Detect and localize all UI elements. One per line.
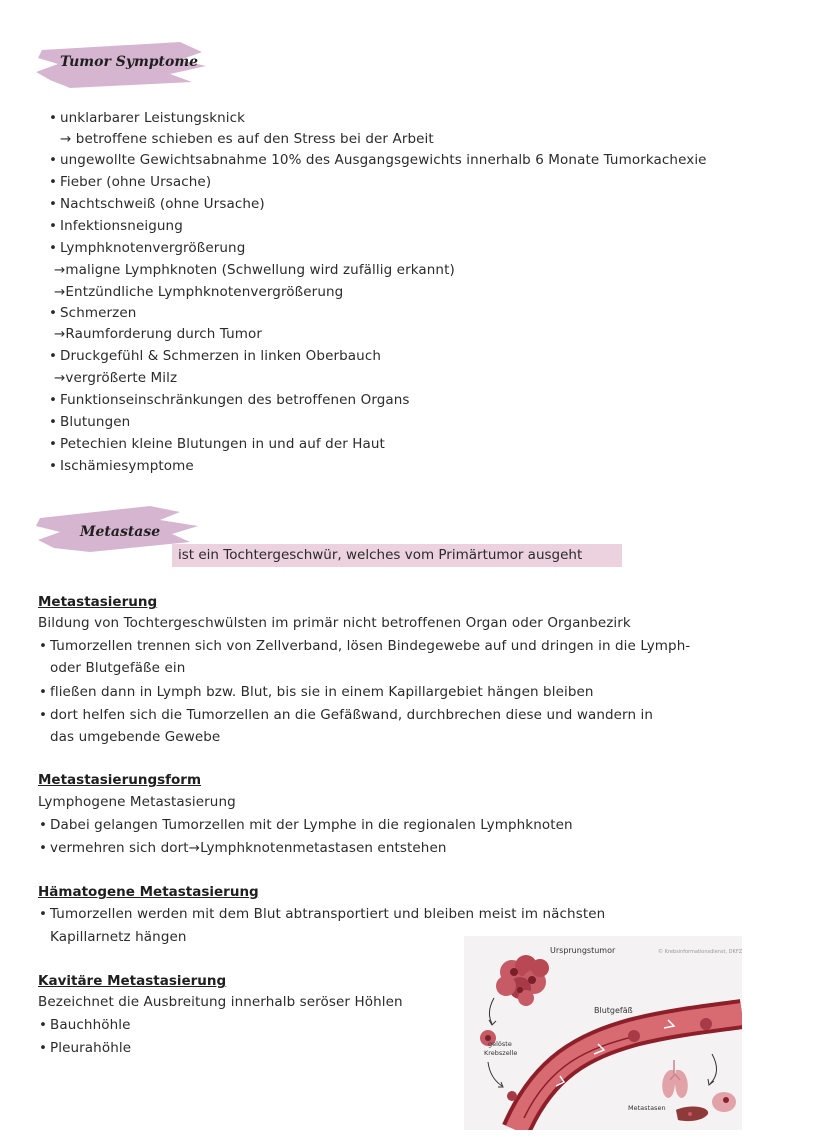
list-item: • fließen dann in Lymph bzw. Blut, bis sie in einem Kapillargebiet hängen bleiben <box>50 684 594 700</box>
list-item: • Dabei gelangen Tumorzellen mit der Lymphe in die regionalen Lymphknoten <box>50 817 573 833</box>
metastasis-illustration <box>464 936 742 1130</box>
list-subitem: →maligne Lymphknoten (Schwellung wird zufällig erkannt) <box>54 262 455 278</box>
list-item-continuation: Kapillarnetz hängen <box>50 929 187 945</box>
heading-haematogene-metastasierung: Hämatogene Metastasierung <box>38 884 259 900</box>
brain-icon <box>712 1092 736 1112</box>
heading-metastasierung: Metastasierung <box>38 594 158 610</box>
list-item: • Nachtschweiß (ohne Ursache) <box>60 196 265 212</box>
liver-icon <box>676 1107 708 1122</box>
heading-kavitaere-metastasierung: Kavitäre Metastasierung <box>38 973 227 989</box>
heading-metastasierungsform: Metastasierungsform <box>38 772 202 788</box>
list-item: • unklarbarer Leistungsknick <box>60 110 245 126</box>
section-title-tumor-symptome: Tumor Symptome <box>60 54 199 70</box>
figure-metastasen-label: Metastasen <box>628 1104 666 1112</box>
list-item: • dort helfen sich die Tumorzellen an die Gefäßwand, durchbrechen diese und wandern in <box>50 707 653 723</box>
paragraph-line: Lymphogene Metastasierung <box>38 794 236 810</box>
list-item: • Infektionsneigung <box>60 218 183 234</box>
list-item: • Lymphknotenvergrößerung <box>60 240 245 256</box>
list-item: • Ischämiesymptome <box>60 458 194 474</box>
list-item-continuation: das umgebende Gewebe <box>50 729 221 745</box>
list-item: • Schmerzen <box>60 305 136 321</box>
list-item: • Petechien kleine Blutungen in und auf der Haut <box>60 436 385 452</box>
list-item: • Funktionseinschränkungen des betroffenen Organs <box>60 392 410 408</box>
tumor-cluster-icon <box>496 955 549 1006</box>
figure-vessel-label: Blutgefäß <box>594 1006 633 1015</box>
list-subitem: → betroffene schieben es auf den Stress bei der Arbeit <box>60 131 434 147</box>
list-item: • Pleurahöhle <box>50 1040 131 1056</box>
figure-cell-label: gelöste <box>488 1040 512 1048</box>
list-item: • Tumorzellen werden mit dem Blut abtransportiert und bleiben meist im nächsten <box>50 906 605 922</box>
list-item: • Tumorzellen trennen sich von Zellverband, lösen Bindegewebe auf und dringen in die Lymph- <box>50 638 690 654</box>
paragraph-line: Bildung von Tochtergeschwülsten im primär nicht betroffenen Organ oder Organbezirk <box>38 615 631 631</box>
definition-text: ist ein Tochtergeschwür, welches vom Primärtumor ausgeht <box>178 547 583 563</box>
list-subitem: →vergrößerte Milz <box>54 370 178 386</box>
list-item: • Blutungen <box>60 414 130 430</box>
list-item: • Fieber (ohne Ursache) <box>60 174 211 190</box>
figure-title: Ursprungstumor <box>550 946 616 955</box>
figure-credit: © Krebsinformationsdienst, DKFZ <box>658 949 743 955</box>
list-subitem: →Raumforderung durch Tumor <box>54 326 263 342</box>
list-item: • vermehren sich dort→Lymphknotenmetastasen entstehen <box>50 840 447 856</box>
section-title-metastase: Metastase <box>80 524 161 540</box>
list-item: • ungewollte Gewichtsabnahme 10% des Ausgangsgewichts innerhalb 6 Monate Tumorkachexie <box>60 152 707 168</box>
lungs-icon <box>662 1060 688 1098</box>
paragraph-line: Bezeichnet die Ausbreitung innerhalb seröser Höhlen <box>38 994 403 1010</box>
list-subitem: →Entzündliche Lymphknotenvergrößerung <box>54 284 344 300</box>
figure-cell-label: Krebszelle <box>484 1049 518 1057</box>
list-item: • Bauchhöhle <box>50 1017 131 1033</box>
list-item: • Druckgefühl & Schmerzen in linken Oberbauch <box>60 348 381 364</box>
list-item-continuation: oder Blutgefäße ein <box>50 660 186 676</box>
